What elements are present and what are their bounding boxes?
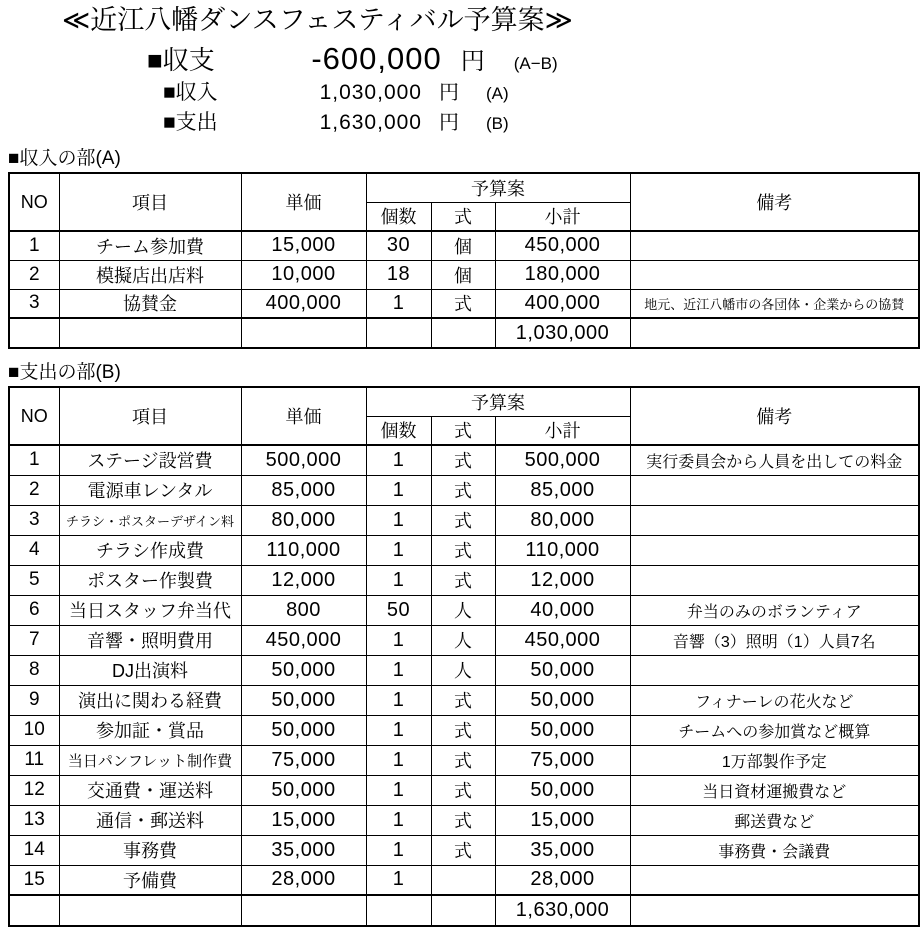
row-unit: 式 xyxy=(431,775,495,805)
row-note: 弁当のみのボランティア xyxy=(630,595,919,625)
row-subtotal: 80,000 xyxy=(495,505,630,535)
row-qty: 1 xyxy=(366,865,431,895)
row-unit-price: 500,000 xyxy=(241,445,366,475)
row-subtotal: 450,000 xyxy=(495,231,630,260)
row-subtotal: 50,000 xyxy=(495,655,630,685)
row-qty: 1 xyxy=(366,745,431,775)
row-note xyxy=(630,260,919,289)
row-unit-price: 50,000 xyxy=(241,655,366,685)
row-unit-price: 35,000 xyxy=(241,835,366,865)
row-subtotal: 450,000 xyxy=(495,625,630,655)
row-subtotal: 50,000 xyxy=(495,685,630,715)
col-no: NO xyxy=(9,387,59,445)
income-unit: 円 xyxy=(439,82,459,104)
expense-section-heading: ■支出の部(B) xyxy=(8,362,121,383)
expense-unit: 円 xyxy=(439,112,459,134)
row-unit: 式 xyxy=(431,745,495,775)
row-no: 10 xyxy=(9,715,59,745)
col-unit: 式 xyxy=(431,416,495,445)
row-item: 電源車レンタル xyxy=(59,475,241,505)
row-subtotal: 12,000 xyxy=(495,565,630,595)
table-row xyxy=(9,445,919,475)
row-unit-price: 80,000 xyxy=(241,505,366,535)
row-unit: 式 xyxy=(431,289,495,318)
row-no: 7 xyxy=(9,625,59,655)
table-row xyxy=(9,535,919,565)
row-note xyxy=(630,475,919,505)
income-formula: (A) xyxy=(486,84,509,103)
row-unit: 式 xyxy=(431,805,495,835)
row-unit-price: 10,000 xyxy=(241,260,366,289)
row-qty: 1 xyxy=(366,565,431,595)
row-unit-price: 50,000 xyxy=(241,685,366,715)
row-qty: 18 xyxy=(366,260,431,289)
col-item: 項目 xyxy=(59,173,241,231)
table-row xyxy=(9,865,919,895)
income-section-heading: ■収入の部(A) xyxy=(8,148,121,169)
row-unit: 式 xyxy=(431,535,495,565)
summary-expense-line xyxy=(163,110,921,136)
col-subtotal: 小計 xyxy=(495,416,630,445)
row-unit-price: 15,000 xyxy=(241,805,366,835)
row-unit: 式 xyxy=(431,445,495,475)
row-note: 郵送費など xyxy=(630,805,919,835)
income-table xyxy=(8,172,920,349)
summary-balance-line xyxy=(147,40,921,77)
row-unit: 個 xyxy=(431,260,495,289)
row-item: 協賛金 xyxy=(59,289,241,318)
row-item: ステージ設営費 xyxy=(59,445,241,475)
table-row xyxy=(9,655,919,685)
page-title: ≪近江八幡ダンスフェスティバル予算案≫ xyxy=(62,5,573,35)
row-unit-price: 450,000 xyxy=(241,625,366,655)
table-row xyxy=(9,835,919,865)
col-note: 備考 xyxy=(630,173,919,231)
row-subtotal: 180,000 xyxy=(495,260,630,289)
row-note: 事務費・会議費 xyxy=(630,835,919,865)
row-subtotal: 35,000 xyxy=(495,835,630,865)
table-row xyxy=(9,505,919,535)
row-unit: 式 xyxy=(431,685,495,715)
col-budget: 予算案 xyxy=(366,387,630,416)
row-unit-price: 50,000 xyxy=(241,715,366,745)
row-qty: 1 xyxy=(366,715,431,745)
budget-document xyxy=(0,4,921,927)
row-qty: 1 xyxy=(366,445,431,475)
row-no: 14 xyxy=(9,835,59,865)
table-header-row xyxy=(9,387,919,416)
total-row xyxy=(9,895,919,926)
row-no: 1 xyxy=(9,445,59,475)
row-note xyxy=(630,535,919,565)
table-header-row xyxy=(9,173,919,202)
row-subtotal: 75,000 xyxy=(495,745,630,775)
row-unit: 人 xyxy=(431,625,495,655)
balance-unit: 円 xyxy=(460,48,485,75)
row-item: DJ出演料 xyxy=(59,655,241,685)
row-item: チラシ・ポスターデザイン料 xyxy=(59,505,241,535)
row-item: チーム参加費 xyxy=(59,231,241,260)
row-unit-price: 15,000 xyxy=(241,231,366,260)
row-unit: 式 xyxy=(431,565,495,595)
expense-value: 1,630,000 xyxy=(319,111,422,134)
row-qty: 1 xyxy=(366,289,431,318)
row-note xyxy=(630,565,919,595)
row-qty: 1 xyxy=(366,535,431,565)
row-no: 9 xyxy=(9,685,59,715)
row-unit: 式 xyxy=(431,715,495,745)
row-qty: 1 xyxy=(366,655,431,685)
expense-formula: (B) xyxy=(486,114,509,133)
row-unit-price: 75,000 xyxy=(241,745,366,775)
row-no: 12 xyxy=(9,775,59,805)
row-unit: 式 xyxy=(431,475,495,505)
row-note: 地元、近江八幡市の各団体・企業からの協賛 xyxy=(630,289,919,318)
row-qty: 1 xyxy=(366,805,431,835)
row-no: 2 xyxy=(9,475,59,505)
table-row xyxy=(9,475,919,505)
row-note xyxy=(630,655,919,685)
col-item: 項目 xyxy=(59,387,241,445)
balance-label: ■収支 xyxy=(147,45,215,75)
row-note: 音響（3）照明（1）人員7名 xyxy=(630,625,919,655)
col-no: NO xyxy=(9,173,59,231)
row-item: 演出に関わる経費 xyxy=(59,685,241,715)
row-subtotal: 110,000 xyxy=(495,535,630,565)
row-unit xyxy=(431,865,495,895)
row-unit-price: 28,000 xyxy=(241,865,366,895)
col-unit: 式 xyxy=(431,202,495,231)
row-item: 当日パンフレット制作費 xyxy=(59,745,241,775)
row-qty: 1 xyxy=(366,625,431,655)
row-unit: 人 xyxy=(431,595,495,625)
row-qty: 1 xyxy=(366,685,431,715)
row-subtotal: 40,000 xyxy=(495,595,630,625)
row-item: 交通費・運送料 xyxy=(59,775,241,805)
row-no: 6 xyxy=(9,595,59,625)
row-unit: 式 xyxy=(431,835,495,865)
expense-table xyxy=(8,386,920,927)
row-no: 2 xyxy=(9,260,59,289)
summary-income-line xyxy=(163,80,921,106)
row-subtotal: 400,000 xyxy=(495,289,630,318)
row-no: 3 xyxy=(9,289,59,318)
table-row xyxy=(9,805,919,835)
income-total: 1,030,000 xyxy=(495,318,630,348)
row-item: 当日スタッフ弁当代 xyxy=(59,595,241,625)
row-unit: 人 xyxy=(431,655,495,685)
row-no: 13 xyxy=(9,805,59,835)
income-value: 1,030,000 xyxy=(319,81,422,104)
row-item: 音響・照明費用 xyxy=(59,625,241,655)
table-row xyxy=(9,715,919,745)
table-row xyxy=(9,231,919,260)
income-label: ■収入 xyxy=(163,81,218,104)
row-qty: 50 xyxy=(366,595,431,625)
row-subtotal: 85,000 xyxy=(495,475,630,505)
row-no: 5 xyxy=(9,565,59,595)
row-no: 1 xyxy=(9,231,59,260)
col-subtotal: 小計 xyxy=(495,202,630,231)
table-row xyxy=(9,565,919,595)
row-no: 3 xyxy=(9,505,59,535)
row-note xyxy=(630,865,919,895)
row-note: フィナーレの花火など xyxy=(630,685,919,715)
row-subtotal: 50,000 xyxy=(495,715,630,745)
row-subtotal: 500,000 xyxy=(495,445,630,475)
table-row xyxy=(9,625,919,655)
row-qty: 1 xyxy=(366,775,431,805)
row-item: 参加証・賞品 xyxy=(59,715,241,745)
balance-formula: (A−B) xyxy=(513,54,558,73)
row-item: ポスター作製費 xyxy=(59,565,241,595)
row-item: 予備費 xyxy=(59,865,241,895)
table-row xyxy=(9,685,919,715)
col-qty: 個数 xyxy=(366,416,431,445)
table-row xyxy=(9,775,919,805)
row-note: 実行委員会から人員を出しての料金 xyxy=(630,445,919,475)
row-item: 通信・郵送料 xyxy=(59,805,241,835)
row-subtotal: 28,000 xyxy=(495,865,630,895)
expense-total: 1,630,000 xyxy=(495,895,630,926)
row-unit-price: 800 xyxy=(241,595,366,625)
row-unit-price: 85,000 xyxy=(241,475,366,505)
row-note xyxy=(630,505,919,535)
row-unit-price: 12,000 xyxy=(241,565,366,595)
row-note: 1万部製作予定 xyxy=(630,745,919,775)
col-unit-price: 単価 xyxy=(241,173,366,231)
row-qty: 1 xyxy=(366,505,431,535)
row-no: 8 xyxy=(9,655,59,685)
row-item: 事務費 xyxy=(59,835,241,865)
table-row xyxy=(9,745,919,775)
col-note: 備考 xyxy=(630,387,919,445)
row-note xyxy=(630,231,919,260)
row-unit-price: 50,000 xyxy=(241,775,366,805)
expense-label: ■支出 xyxy=(163,111,218,134)
row-no: 11 xyxy=(9,745,59,775)
row-item: 模擬店出店料 xyxy=(59,260,241,289)
row-no: 15 xyxy=(9,865,59,895)
col-unit-price: 単価 xyxy=(241,387,366,445)
col-budget: 予算案 xyxy=(366,173,630,202)
table-row xyxy=(9,289,919,318)
table-row xyxy=(9,595,919,625)
row-note: チームへの参加賞など概算 xyxy=(630,715,919,745)
balance-value: -600,000 xyxy=(311,41,442,76)
row-item: チラシ作成費 xyxy=(59,535,241,565)
row-no: 4 xyxy=(9,535,59,565)
row-unit: 式 xyxy=(431,505,495,535)
col-qty: 個数 xyxy=(366,202,431,231)
row-unit-price: 400,000 xyxy=(241,289,366,318)
row-qty: 1 xyxy=(366,835,431,865)
row-subtotal: 50,000 xyxy=(495,775,630,805)
table-row xyxy=(9,260,919,289)
row-unit-price: 110,000 xyxy=(241,535,366,565)
row-note: 当日資材運搬費など xyxy=(630,775,919,805)
total-row xyxy=(9,318,919,348)
row-unit: 個 xyxy=(431,231,495,260)
row-qty: 30 xyxy=(366,231,431,260)
row-subtotal: 15,000 xyxy=(495,805,630,835)
row-qty: 1 xyxy=(366,475,431,505)
